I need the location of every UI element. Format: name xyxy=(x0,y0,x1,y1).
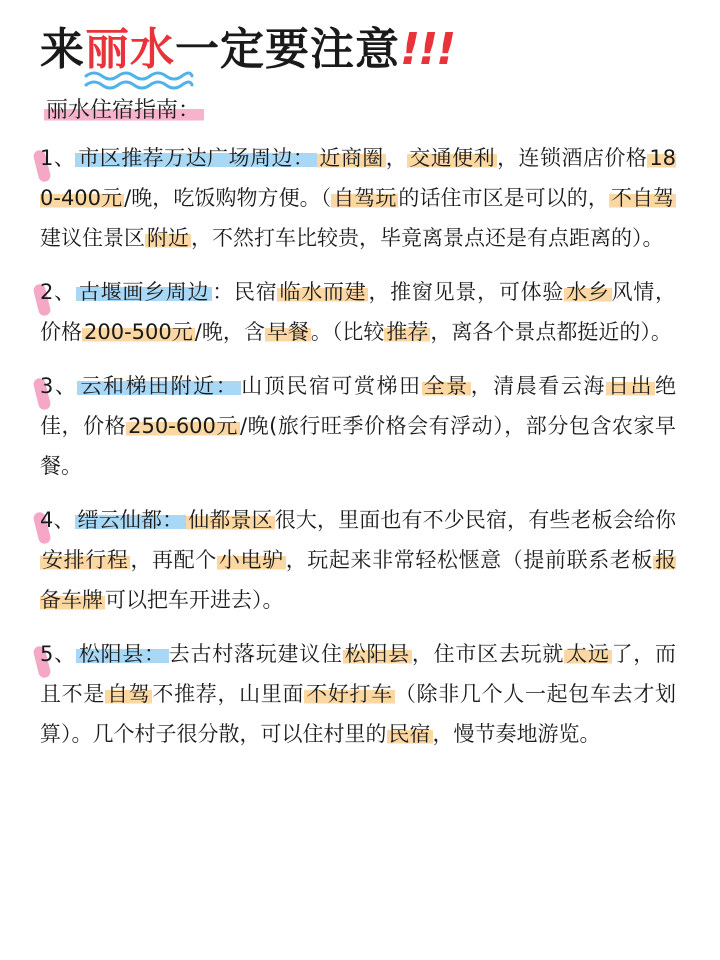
body-text: 山顶民宿可赏梯田 xyxy=(241,374,422,398)
highlighted-text: 报备车牌 xyxy=(40,548,677,612)
section-number: 5、 xyxy=(40,642,76,666)
section-heading: 古堰画乡周边 xyxy=(76,280,212,304)
highlighted-text: 松阳县 xyxy=(344,642,410,666)
highlighted-text: 安排行程 xyxy=(42,548,129,572)
guide-content xyxy=(40,138,676,768)
body-text: ，清晨看云海 xyxy=(470,374,606,398)
body-text: ，离各个景点都挺近的）。 xyxy=(430,320,672,344)
highlighted-text: 民宿 xyxy=(388,722,431,746)
section-3 xyxy=(40,366,676,486)
title-city: 丽水 xyxy=(85,24,175,75)
body-text: ，推窗见景，可体验 xyxy=(368,280,565,304)
section-heading: 松阳县： xyxy=(76,642,169,666)
body-text: ，玩起来非常轻松惬意（提前联系老板 xyxy=(285,548,654,572)
section-number: 1、 xyxy=(40,146,76,170)
body-text: 。（比较 xyxy=(310,320,385,344)
subtitle-text: 丽水住宿指南： xyxy=(44,98,204,123)
section-heading: 云和梯田附近： xyxy=(77,374,241,398)
body-text: 去古村落玩建议住 xyxy=(168,642,343,666)
section-heading: 缙云仙都： xyxy=(75,508,187,532)
highlighted-text: 小电驴 xyxy=(218,548,284,572)
section-5 xyxy=(40,634,676,754)
highlighted-text: 自驾玩 xyxy=(333,186,397,210)
title-exclamation: !!! xyxy=(400,24,455,75)
guide-subtitle xyxy=(44,96,204,126)
highlighted-text: 不自驾 xyxy=(610,186,675,210)
body-text: ，连锁酒店价格 xyxy=(497,146,648,170)
highlighted-text: 临水而建 xyxy=(279,280,367,304)
section-heading: 市区推荐万达广场周边： xyxy=(75,146,317,170)
body-text: /晚，吃饭购物方便。（ xyxy=(124,186,332,210)
highlighted-text: 200-500元 xyxy=(84,320,193,344)
title-part-1: 来 xyxy=(40,24,85,75)
body-text: 绝佳，价格 xyxy=(40,374,677,438)
body-text: ，不然打车比较贵，毕竟离景点还是有点距离的）。 xyxy=(191,226,664,250)
body-text: ，住市区去玩就 xyxy=(411,642,565,666)
body-text: ， xyxy=(385,146,408,170)
body-text: 的话住市区是可以的， xyxy=(398,186,609,210)
highlighted-text: 自驾 xyxy=(107,682,151,706)
highlighted-text: 附近 xyxy=(147,226,189,250)
section-2 xyxy=(40,272,676,352)
highlighted-text: 水乡 xyxy=(566,280,610,304)
wave-underline-decoration xyxy=(84,68,194,92)
title-part-3: 一定要注意 xyxy=(175,24,400,75)
body-text: 很大，里面也有不少民宿，有些老板会给你 xyxy=(274,508,676,532)
body-text: 不推荐，山里面 xyxy=(152,682,305,706)
body-text: ：民宿 xyxy=(212,280,278,304)
body-text: 可以把车开进去）。 xyxy=(105,588,284,612)
section-number: 3、 xyxy=(40,374,78,398)
highlighted-text: 交通便利 xyxy=(409,146,496,170)
highlighted-text: 不好打车 xyxy=(306,682,393,706)
body-text: （除非几个人一起包车去才划算）。几个村子很分散，可以住村里的 xyxy=(40,682,677,746)
highlighted-text: 近商圈 xyxy=(319,146,384,170)
body-text: 风情，价格 xyxy=(40,280,677,344)
highlighted-text: 全景 xyxy=(423,374,469,398)
body-text: 建议住景区 xyxy=(40,226,145,250)
body-text: /晚(旅行旺季价格会有浮动），部分包含农家早餐。 xyxy=(40,414,677,478)
highlighted-text: 早餐 xyxy=(266,320,309,344)
section-number: 2、 xyxy=(40,280,76,304)
highlighted-text: 太远 xyxy=(566,642,610,666)
body-text: ，再配个 xyxy=(130,548,217,572)
section-1 xyxy=(40,138,676,258)
highlighted-text: 推荐 xyxy=(386,320,429,344)
body-text: ，慢节奏地游览。 xyxy=(432,722,601,746)
section-number: 4、 xyxy=(40,508,75,532)
highlighted-text: 日出 xyxy=(607,374,654,398)
body-text: 了，而且不是 xyxy=(40,642,677,706)
highlighted-text: 仙都景区 xyxy=(188,508,273,532)
highlighted-text: 250-600元 xyxy=(128,414,238,438)
highlighted-text: 180-400元 xyxy=(40,146,677,210)
body-text: /晚，含 xyxy=(194,320,265,344)
section-4 xyxy=(40,500,676,620)
